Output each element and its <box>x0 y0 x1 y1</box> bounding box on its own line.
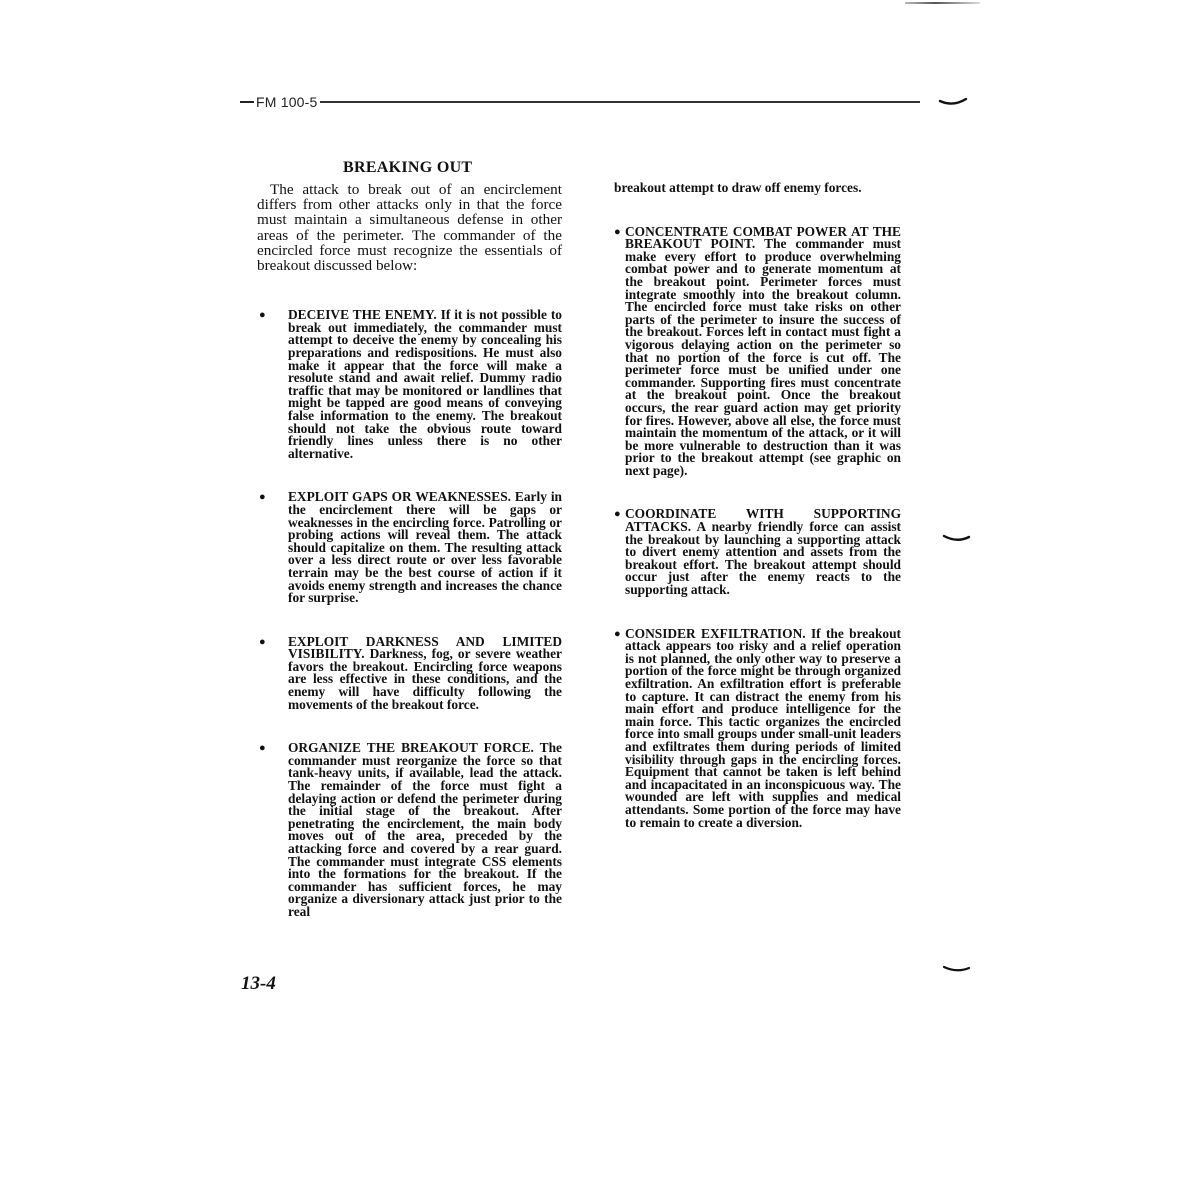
bullet-icon: ● <box>259 635 266 648</box>
page-number: 13-4 <box>241 973 276 994</box>
bullet-icon: ● <box>259 309 266 322</box>
bullet-heading: CONSIDER EXFILTRATION. <box>625 625 811 641</box>
intro-paragraph: The attack to break out of an encirclement differs from other attacks only in that the force must maintain a simultaneous defense in other areas of the perimeter. The commander of the encircled force must recognize the essentials of breakout discussed below: <box>257 181 562 275</box>
bullet-text: The commander must reorganize the force so that tank-heavy units, if available, lead the attack. The remainder of the force must fight a delaying action or defend the perimeter during the initial stage of the breakout. After penetrating the encirclement, the main body moves out of the area, preceded by the attacking force and covered by a rear guard. The commander must integrate CSS elements into the formations for the breakout. If the commander has sufficient forces, he may organize a diversionary attack just prior to the real <box>288 740 562 919</box>
bullet-item <box>614 625 901 830</box>
bullet-item <box>614 508 901 596</box>
bullet-heading: DECEIVE THE ENEMY. <box>288 307 441 323</box>
section-title: BREAKING OUT <box>343 159 473 176</box>
bullet-text: The commander must make every effort to produce overwhelming combat power and to generate momentum at the breakout point. Perimeter forces must integrate smoothly into the breakout column. The encircled force must take risks on other parts of the perimeter to insure the success of the breakout. Forces left in contact must fight a vigorous delaying action on the perimeter so that no portion of the force is cut off. The perimeter force must be unified under one commander. Supporting fires must concentrate at the breakout point. Once the breakout occurs, the rear guard action may get priority for fires. However, above all else, the force must maintain the momentum of the attack, or it will be more vulnerable to destruction than it was prior to the breakout attempt (see graphic on next page). <box>625 236 901 478</box>
page-header <box>240 92 920 112</box>
bullet-item <box>614 223 901 478</box>
left-column <box>259 182 562 919</box>
bullet-text: If the breakout attack appears too risky and a relief operation is not planned, the only other way to preserve a portion of the force might be through organized exfiltration. An exfiltration effort is preferable to capture. It can distract the enemy from his main effort and produce intelligence for the main force. This tactic organizes the encircled force into small groups under small-unit leaders and exfiltrates them during periods of limited visibility through gaps in the encircling forces. Equipment that cannot be taken is left behind and incapacitated in an inconspicuous way. The wounded are left with supplies and medical attendants. Some portion of the force may have to remain to create a diversion. <box>625 625 901 830</box>
header-rule <box>320 101 920 103</box>
bullet-icon: ● <box>259 742 266 755</box>
bullet-icon: ● <box>614 508 621 521</box>
binding-mark-icon <box>938 98 968 108</box>
bullet-text: A nearby friendly force can assist the breakout by launching a supporting attack to divert enemy attention and assets from the breakout effort. The breakout attempt should occur just after the enemy reacts to the supporting attack. <box>625 519 901 598</box>
bullet-icon: ● <box>614 225 621 238</box>
document-id: FM 100-5 <box>256 94 318 110</box>
right-column <box>614 182 901 829</box>
bullet-icon: ● <box>614 627 621 640</box>
binding-mark-icon <box>942 534 972 544</box>
header-dash <box>240 101 254 103</box>
bullet-heading: CONCENTRATE COMBAT POWER AT THE BREAKOUT POINT. <box>625 223 901 252</box>
bullet-heading: EXPLOIT GAPS OR WEAKNESSES. <box>288 489 515 505</box>
bullet-item <box>259 309 562 460</box>
binding-mark-icon <box>942 965 972 975</box>
continued-text: breakout attempt to draw off enemy forces. <box>614 180 862 195</box>
scan-artifact-line <box>905 2 980 4</box>
bullet-text: Darkness, fog, or severe weather favors the breakout. Encircling force weapons are less effective in these conditions, and the enemy will have difficulty following the movements of the breakout force. <box>288 646 562 712</box>
bullet-text: Early in the encirclement there will be gaps or weaknesses in the encircling force. Patrolling or probing actions will reveal them. The attack should capitalize on them. The resulting attack over a less direct route or over less favorable terrain may be the best course of action if it avoids enemy strength and increases the chance for surprise. <box>288 489 562 606</box>
bullet-icon: ● <box>259 491 266 504</box>
bullet-item <box>259 633 562 712</box>
bullet-text: If it is not possible to break out immediately, the commander must attempt to deceive the enemy by concealing his preparations and redispositions. He must also make it appear that the force will make a resolute stand and await relief. Dummy radio traffic that may be monitored or landlines that might be tapped are good means of conveying false information to the enemy. The breakout should not take the obvious route toward friendly lines unless there is no other alternative. <box>288 307 562 461</box>
bullet-heading: COORDINATE WITH SUPPORTING ATTACKS. <box>625 506 901 535</box>
bullet-item <box>259 491 562 604</box>
bullet-item <box>259 742 562 918</box>
bullet-heading: EXPLOIT DARKNESS AND LIMITED VISIBILITY. <box>288 633 562 662</box>
bullet-heading: ORGANIZE THE BREAKOUT FORCE. <box>288 740 540 756</box>
